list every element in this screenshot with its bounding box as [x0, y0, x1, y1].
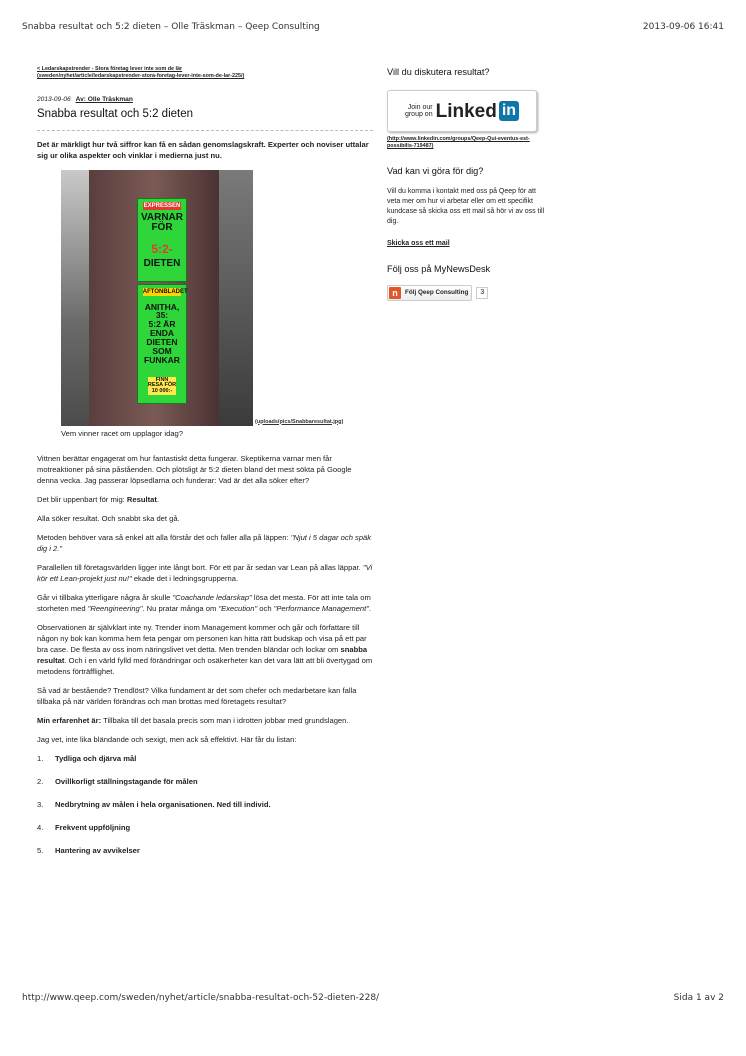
text: ekade det i ledningsgrupperna.	[131, 573, 239, 583]
poster-line: ANITHA, 35:	[144, 301, 180, 321]
discuss-heading: Vill du diskutera resultat?	[387, 67, 490, 77]
list-text: Frekvent uppföljning	[55, 822, 131, 832]
quote: "Reengineering"	[87, 603, 143, 613]
back-link-label[interactable]: < Ledarskapstrender - Stora företag lever inte som de lär	[37, 66, 183, 72]
text: Metoden behöver vara så enkel att alla förstår det och faller alla på läppen:	[37, 532, 291, 542]
emphasis: Min erfarenhet är:	[37, 715, 102, 725]
paragraph	[37, 715, 373, 726]
poster-headline	[138, 303, 186, 365]
text: och	[257, 603, 274, 613]
text: lösa det mesta. För att inte tala om storheten med	[37, 592, 371, 613]
follow-heading: Följ oss på MyNewsDesk	[387, 264, 491, 275]
emphasis: snabba resultat	[37, 644, 368, 665]
article-figure	[61, 170, 373, 426]
numbered-list	[37, 753, 373, 856]
paragraph	[37, 562, 373, 584]
follower-count: 3	[476, 287, 488, 299]
poster-line: ENDA	[149, 328, 175, 339]
article-date: 2013-09-06	[37, 95, 71, 103]
print-footer-page: Sida 1 av 2	[673, 993, 724, 1003]
poster-logo: EXPRESSEN	[143, 202, 181, 209]
list-text: Nedbrytning av målen i hela organisationen. Ned till individ.	[55, 799, 271, 809]
quote: "Njut i 5 dagar och späk dig i 2."	[37, 532, 372, 553]
quote: "Coachande ledarskap"	[172, 592, 252, 602]
linkedin-small-text	[405, 104, 433, 119]
paragraph	[37, 532, 373, 554]
back-link-url[interactable]: (sweden/nyhet/article/ledarskapstrender-stora-foretag-lever-inte-som-de-lar-225/)	[37, 72, 245, 79]
linkedin-small-line: Join our	[407, 104, 433, 111]
poster-logo: AFTONBLADET	[142, 288, 188, 295]
poster-line: VARNAR	[140, 211, 184, 223]
poster-small-text: FINN RESA FÖR 10 000:-	[147, 376, 177, 394]
linkedin-group-button[interactable]	[387, 90, 537, 132]
article-photo	[61, 170, 253, 426]
list-number: 5.	[37, 845, 44, 855]
paragraph	[37, 494, 373, 505]
list-number: 2.	[37, 776, 44, 786]
text: .	[156, 494, 159, 504]
text: Det blir uppenbart för mig:	[37, 494, 127, 504]
divider	[37, 130, 373, 131]
linkedin-logo-text: Linked	[435, 100, 497, 122]
article-column	[37, 66, 373, 868]
newspaper-poster-bottom	[137, 284, 187, 404]
poster-line: DIETEN	[146, 337, 178, 348]
print-header-datetime: 2013-09-06 16:41	[642, 22, 724, 32]
article-meta	[37, 95, 373, 105]
linkedin-small-line: group on	[404, 111, 433, 119]
poster-line: 5:2 ÄR	[148, 319, 176, 330]
quote: "Performance Management"	[273, 603, 369, 613]
text: .	[368, 603, 372, 613]
mail-link[interactable]: Skicka oss ett mail	[387, 240, 450, 248]
help-heading: Vad kan vi göra för dig?	[387, 166, 484, 177]
print-footer-url: http://www.qeep.com/sweden/nyhet/article/snabba-resultat-och-52-dieten-228/	[22, 993, 380, 1003]
linkedin-url[interactable]: (http://www.linkedin.com/groups/Qeep-Qui-eventus-est-possibilis-719487)	[387, 136, 530, 149]
text: . Och i en värld fylld med förändringar och osäkerheter kan det vara lätt att bli övertygad om metodens förträfflighet.	[37, 655, 373, 676]
list-text: Tydliga och djärva mål	[55, 753, 137, 763]
paragraph: Alla söker resultat. Och snabbt ska det gå.	[37, 513, 180, 523]
follow-button[interactable]	[387, 285, 472, 301]
list-text: Ovillkorligt ställningstagande för målen	[55, 776, 198, 786]
article-title: Snabba resultat och 5:2 dieten	[37, 108, 194, 121]
photo-street	[219, 170, 253, 426]
article-lead: Det är märkligt hur två siffror kan få en sådan genomslagskraft. Experter och noviser uttalar sig ur olika aspekter och vinklar i medierna just nu.	[37, 139, 369, 161]
mynewsdesk-follow	[387, 285, 547, 301]
poster-line: DIETEN	[143, 257, 181, 269]
poster-red-text: 5:2-	[151, 241, 173, 256]
list-text: Hantering av avvikelser	[55, 845, 140, 855]
help-text: Vill du komma i kontakt med oss på Qeep för att veta mer om hur vi arbetar eller om ett specifikt kundcase så skicka oss ett mail så hör vi av oss till dig.	[387, 187, 545, 226]
article-body	[37, 453, 373, 856]
list-number: 1.	[37, 753, 44, 763]
list-item	[37, 753, 373, 764]
text: . Nu pratar många om	[142, 603, 219, 613]
text: Parallellen till företagsvärlden ligger inte långt bort. För ett par år sedan var Lean på allas läppar.	[37, 562, 363, 572]
quote: "Vi kör ett Lean-projekt just nu!"	[37, 562, 373, 583]
quote: "Execution"	[218, 603, 258, 613]
emphasis: Resultat	[126, 494, 157, 504]
text: Går vi tillbaka ytterligare några år skulle	[37, 592, 173, 602]
image-link[interactable]: (uploads/pics/Snabbaresultat.jpg)	[255, 418, 344, 425]
back-link[interactable]	[37, 66, 373, 80]
list-item	[37, 799, 373, 810]
paragraph: Jag vet, inte lika bländande och sexigt, men ack så effektivt. Här får du listan:	[37, 734, 297, 744]
paragraph: Så vad är bestående? Trendlöst? Vilka fundament är det som chefer och medarbetare kan falla tillbaka på när världen förändras och man brottas med företagets resultat?	[37, 685, 357, 706]
list-number: 3.	[37, 799, 44, 809]
list-item	[37, 845, 373, 856]
mynewsdesk-icon: n	[389, 287, 401, 299]
poster-headline	[138, 213, 186, 233]
list-item	[37, 822, 373, 833]
list-item	[37, 776, 373, 787]
paragraph	[37, 622, 373, 677]
text: Observationen är självklart inte ny. Trender inom Management kommer och går och författare till någon ny bok kan komma hem feta pengar om personen kan hitta rätt budskap och visa på ett par bra case. De flesta av oss inom näringslivet vet detta. Men trenden bländar och lockar om	[37, 622, 367, 654]
poster-line: FÖR	[151, 221, 173, 233]
newspaper-poster-top	[137, 198, 187, 282]
sidebar	[387, 66, 547, 301]
article-author[interactable]: Av: Olle Träskman	[75, 95, 133, 103]
list-number: 4.	[37, 822, 44, 832]
follow-button-label: Följ Qeep Consulting	[405, 289, 469, 297]
print-header-title: Snabba resultat och 5:2 dieten – Olle Träskman – Qeep Consulting	[22, 22, 320, 32]
image-caption: Vem vinner racet om upplagor idag?	[61, 428, 183, 438]
text: Tillbaka till det basala precis som man i idrotten jobbar med grundslagen.	[101, 715, 349, 725]
paragraph: Vittnen berättar engagerat om hur fantastiskt detta fungerar. Skeptikerna varnar men får motreaktioner på sina påståenden. Och plötsligt är 5:2 dieten bland det mest sökta på Google denna vecka. Jag passerar löpsedlarna och funderar: Vad är det alla söker efter?	[37, 453, 352, 485]
poster-line: SOM FUNKAR	[144, 346, 180, 366]
linkedin-in-icon: in	[499, 101, 519, 121]
paragraph	[37, 592, 373, 614]
photo-background	[61, 170, 89, 426]
